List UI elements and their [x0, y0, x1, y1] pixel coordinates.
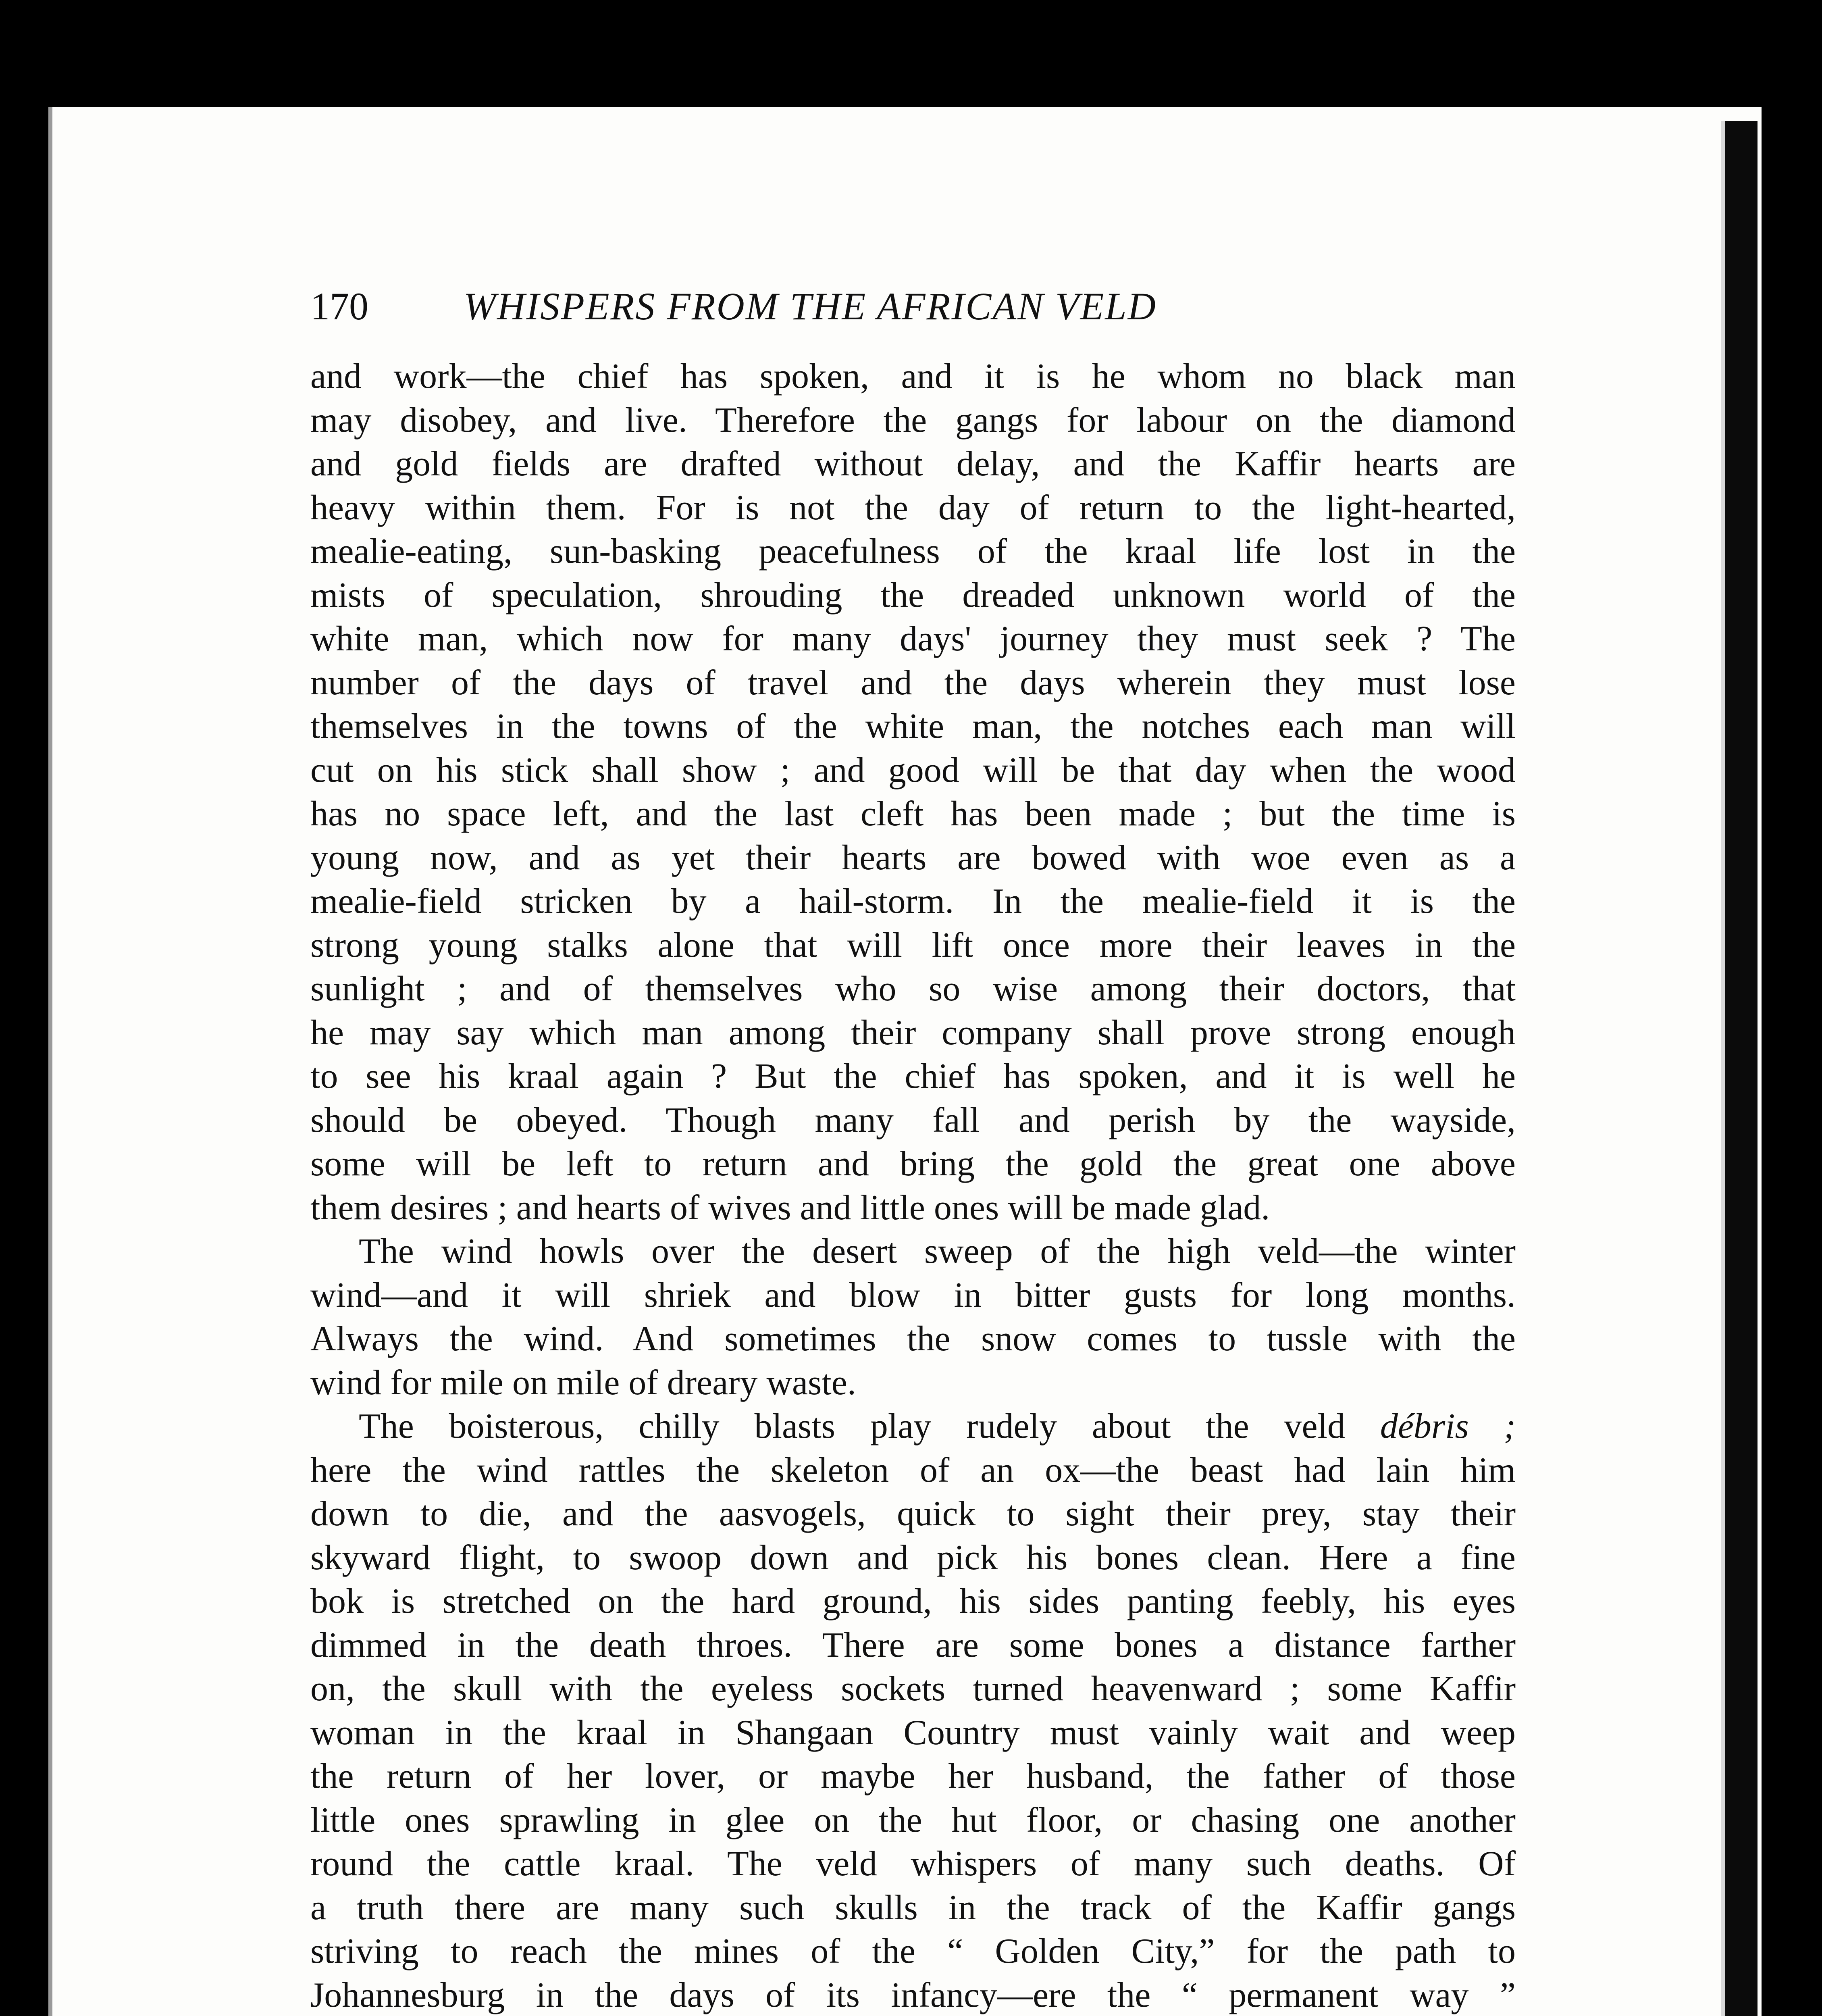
text-line: strong young stalks alone that will lift once more their leaves in the — [310, 925, 1516, 965]
text-line: down to die, and the aasvogels, quick to sight their prey, stay their — [310, 1494, 1516, 1533]
italic-word: débris ; — [1380, 1407, 1516, 1446]
text-line: mists of speculation, shrouding the dreaded unknown world of the — [310, 575, 1516, 615]
text-line: woman in the kraal in Shangaan Country must vainly wait and weep — [310, 1713, 1516, 1752]
text-line: number of the days of travel and the days wherein they must lose — [310, 663, 1516, 702]
text-line: may disobey, and live. Therefore the gangs for labour on the diamond — [310, 400, 1516, 440]
text-line: Johannesburg in the days of its infancy—ere the “ permanent way ” — [310, 1975, 1516, 2015]
text-line: little ones sprawling in glee on the hut floor, or chasing one another — [310, 1800, 1516, 1840]
text-line: white man, which now for many days' journey they must seek ? The — [310, 619, 1516, 658]
text-line: to see his kraal again ? But the chief has spoken, and it is well he — [310, 1057, 1516, 1096]
text-line: on, the skull with the eyeless sockets turned heavenward ; some Kaffir — [310, 1669, 1516, 1708]
page-number: 170 — [310, 285, 368, 328]
text-line: and work—the chief has spoken, and it is he whom no black man — [310, 357, 1516, 396]
text-line: The wind howls over the desert sweep of the high veld—the winter — [359, 1232, 1516, 1271]
text-line: The boisterous, chilly blasts play rudely about the veld débris ; — [359, 1407, 1516, 1446]
text-line: wind—and it will shriek and blow in bitter gusts for long months. — [310, 1275, 1516, 1315]
book-title: WHISPERS FROM THE AFRICAN VELD — [464, 285, 1157, 328]
text-line: has no space left, and the last cleft has been made ; but the time is — [310, 794, 1516, 833]
text-line: he may say which man among their company shall prove strong enough — [310, 1013, 1516, 1052]
text-line: and gold fields are drafted without delay, and the Kaffir hearts are — [310, 444, 1516, 483]
text-line: should be obeyed. Though many fall and perish by the wayside, — [310, 1100, 1516, 1140]
text-line: bok is stretched on the hard ground, his sides panting feebly, his eyes — [310, 1582, 1516, 1621]
text-line: young now, and as yet their hearts are bowed with woe even as a — [310, 838, 1516, 877]
text-line: sunlight ; and of themselves who so wise among their doctors, that — [310, 969, 1516, 1008]
text-line: skyward flight, to swoop down and pick his bones clean. Here a fine — [310, 1538, 1516, 1577]
text-line: round the cattle kraal. The veld whispers of many such deaths. Of — [310, 1844, 1516, 1883]
text-line: some will be left to return and bring the gold the great one above — [310, 1144, 1516, 1183]
page-edge — [1721, 121, 1758, 2016]
text-line: here the wind rattles the skeleton of an ox—the beast had lain him — [310, 1450, 1516, 1490]
text-line: mealie-eating, sun-basking peacefulness of the kraal life lost in the — [310, 532, 1516, 571]
text-line: mealie-field stricken by a hail-storm. In the mealie-field it is the — [310, 882, 1516, 921]
text-line: them desires ; and hearts of wives and little ones will be made glad. — [310, 1188, 1270, 1227]
text-line: Always the wind. And sometimes the snow comes to tussle with the — [310, 1319, 1516, 1358]
text-line: striving to reach the mines of the “ Golden City,” for the path to — [310, 1932, 1516, 1971]
text-line: themselves in the towns of the white man, the notches each man will — [310, 707, 1516, 746]
text-line: the return of her lover, or maybe her husband, the father of those — [310, 1757, 1516, 1796]
text-line: a truth there are many such skulls in the track of the Kaffir gangs — [310, 1888, 1516, 1927]
body-text — [310, 355, 1516, 2016]
text-line: wind for mile on mile of dreary waste. — [310, 1363, 856, 1402]
text-line: heavy within them. For is not the day of return to the light-hearted, — [310, 488, 1516, 527]
text-line: cut on his stick shall show ; and good will be that day when the wood — [310, 750, 1516, 790]
running-head — [310, 278, 1516, 335]
text-line: dimmed in the death throes. There are some bones a distance farther — [310, 1625, 1516, 1665]
